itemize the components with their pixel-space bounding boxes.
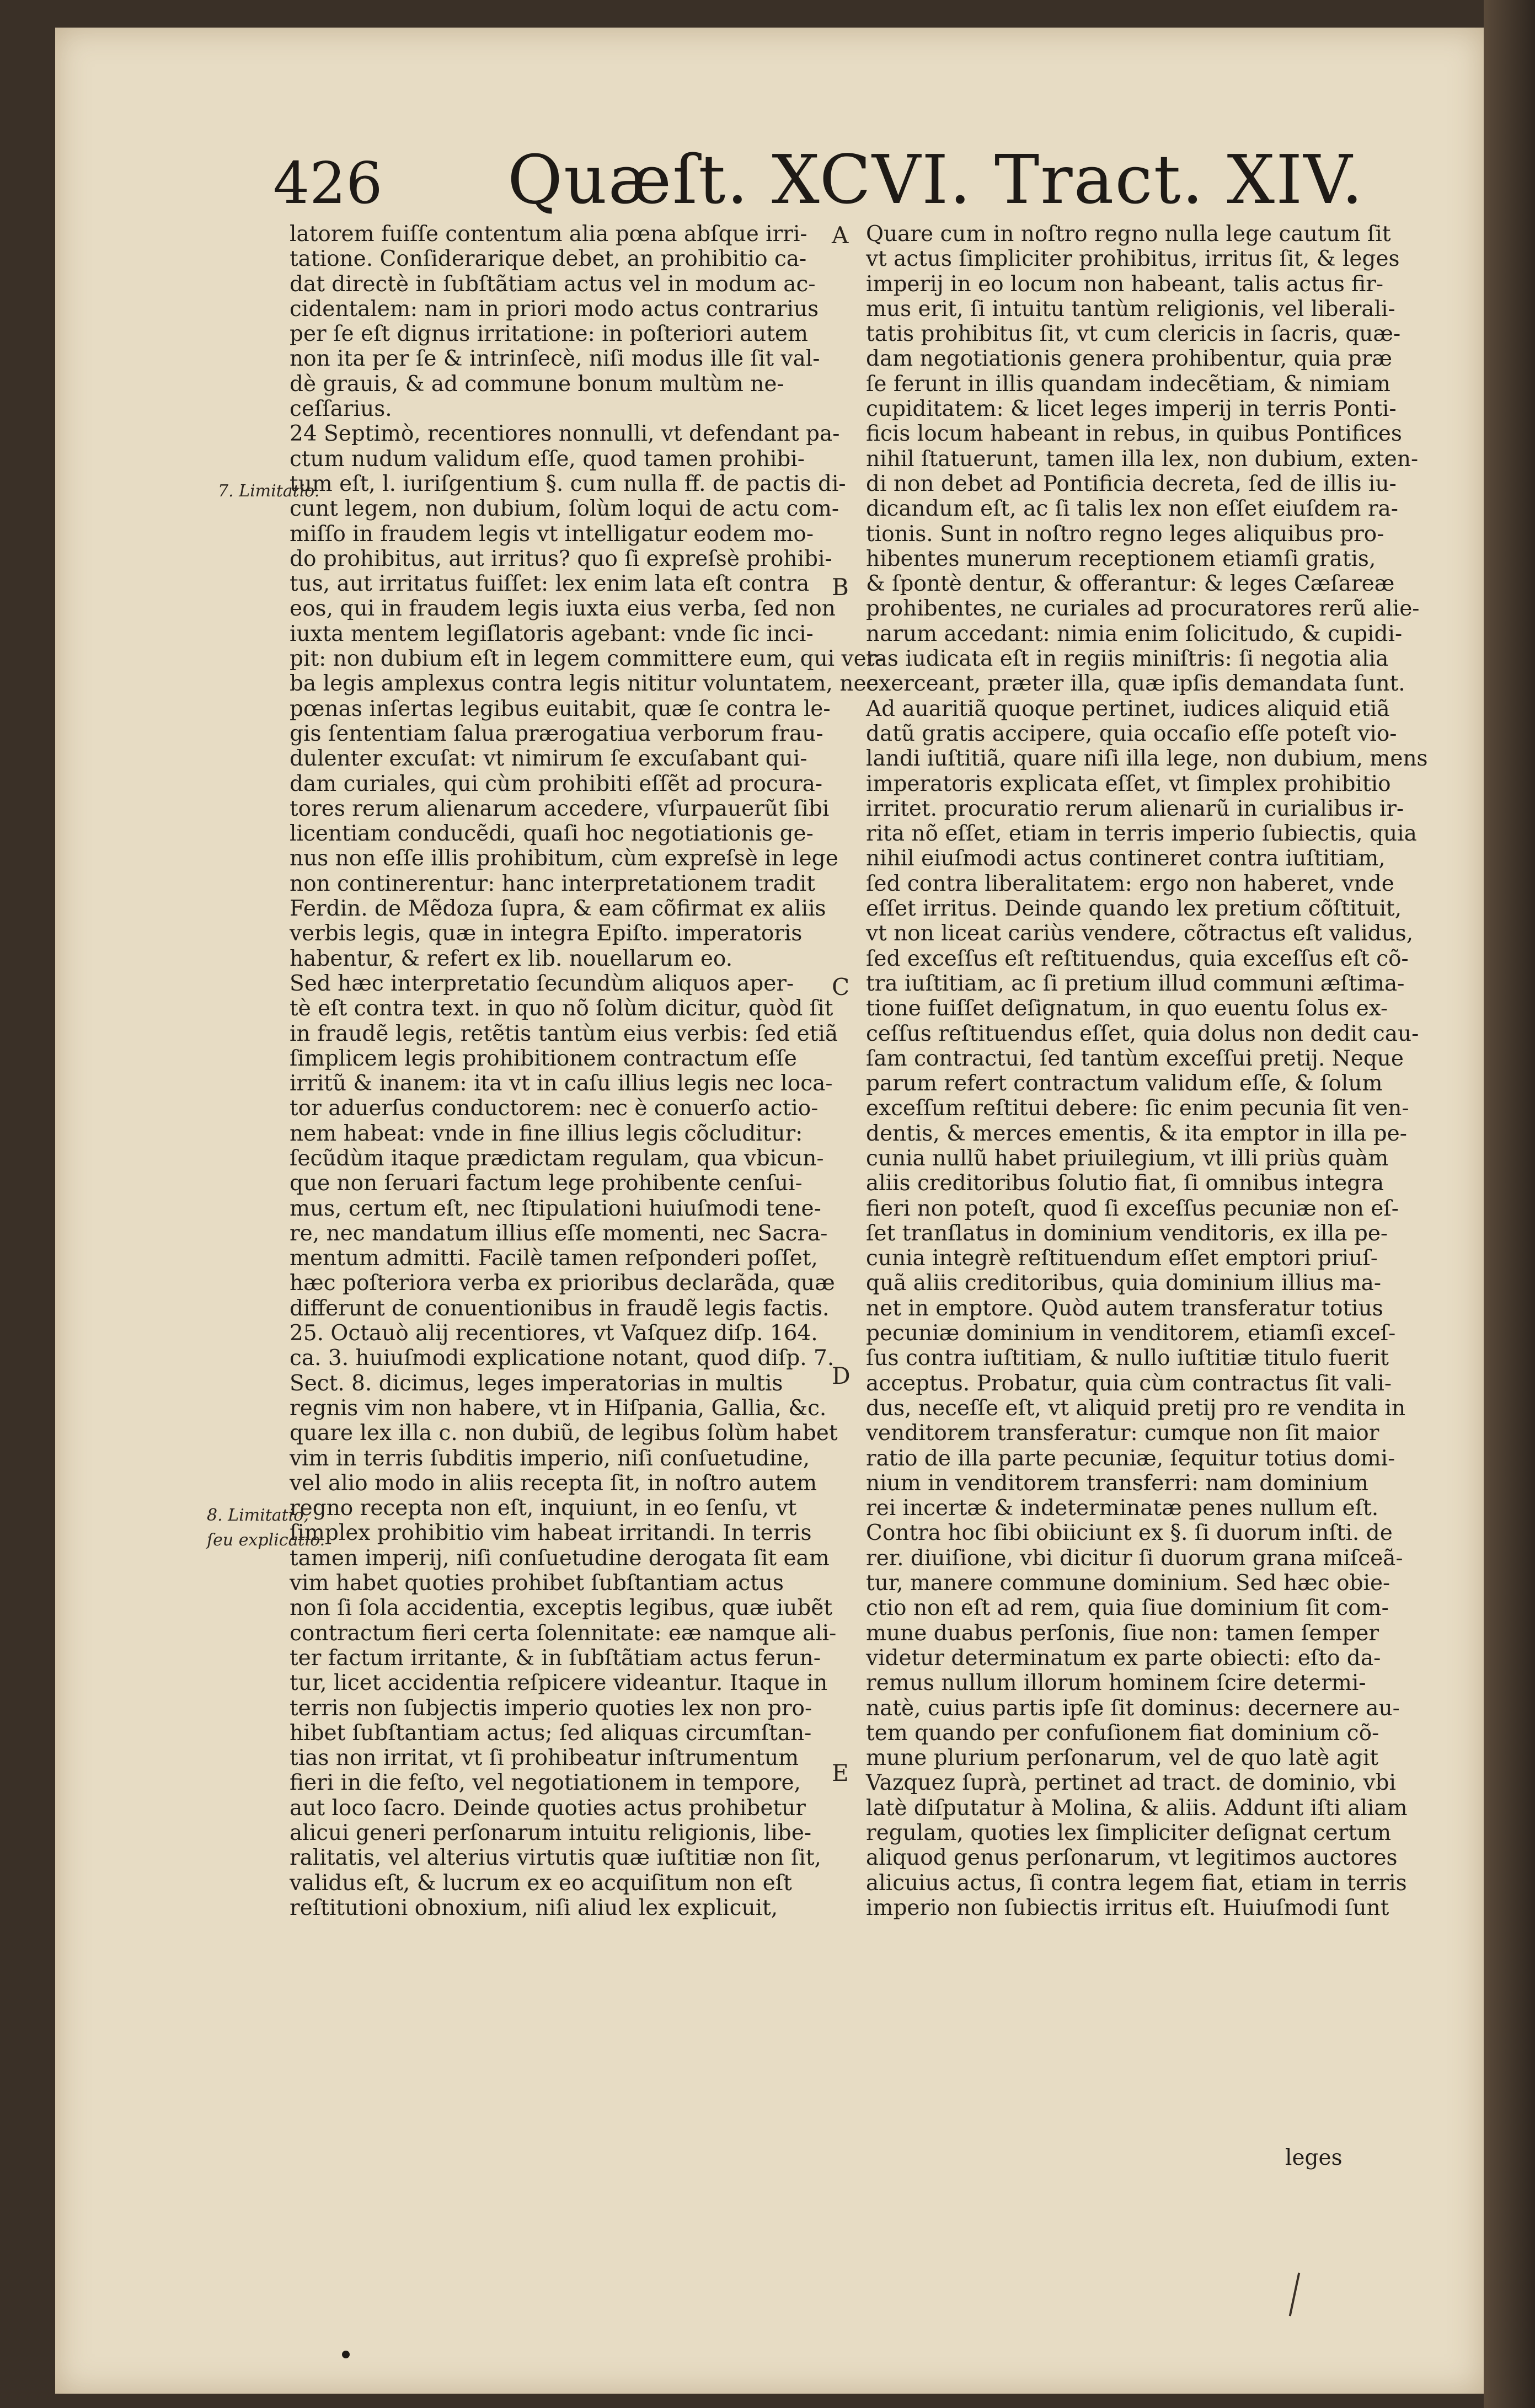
right-column-line: prohibentes, ne curiales ad procuratores rerũ alie- bbox=[866, 596, 1420, 622]
left-column-line: ba legis amplexus contra legis nititur voluntatem, nec bbox=[290, 671, 879, 697]
right-column-line: nihil eiuſmodi actus contineret contra iuſtitiam, bbox=[866, 846, 1386, 871]
left-column-line: do prohibitus, aut irritus? quo ſi expreſsè prohibi- bbox=[290, 546, 832, 571]
left-column-line: habentur, & refert ex lib. nouellarum eo. bbox=[290, 946, 733, 971]
section-letter-b: B bbox=[832, 574, 849, 601]
left-column-line: verbis legis, quæ in integra Epiſto. imperatoris bbox=[290, 921, 803, 946]
right-column-line: Vazquez ſuprà, pertinet ad tract. de dominio, vbi bbox=[866, 1770, 1396, 1796]
right-column-line: dus, neceſſe eſt, vt aliquid pretij pro re vendita in bbox=[866, 1395, 1406, 1421]
left-column-line: pœnas inſertas legibus euitabit, quæ ſe contra le- bbox=[290, 696, 831, 721]
left-column-line: differunt de conuentionibus in fraudẽ legis factis. bbox=[290, 1296, 830, 1321]
right-column-line: quã aliis creditoribus, quia dominium illius ma- bbox=[866, 1271, 1382, 1296]
left-column-line: Sed hæc interpretatio ſecundùm aliquos aper- bbox=[290, 971, 794, 996]
left-column-line: ſimplicem legis prohibitionem contractum eſſe bbox=[290, 1046, 797, 1071]
right-column-line: tatis prohibitus ſit, vt cum clericis in ſacris, quæ- bbox=[866, 322, 1401, 347]
right-column-line: nihil ſtatuerunt, tamen illa lex, non dubium, exten- bbox=[866, 446, 1419, 472]
right-column-line: ctio non eſt ad rem, quia ſiue dominium ſit com- bbox=[866, 1596, 1389, 1621]
left-column-line: cunt legem, non dubium, ſolùm loqui de actu com- bbox=[290, 496, 839, 522]
right-column-line: datũ gratis accipere, quia occaſio eſſe poteſt vio- bbox=[866, 721, 1397, 746]
right-column-line: cunia nullũ habet priuilegium, vt illi priùs quàm bbox=[866, 1146, 1389, 1171]
left-column-line: quare lex illa c. non dubiũ, de legibus ſolùm habet bbox=[290, 1421, 838, 1446]
left-column-line: terris non ſubjectis imperio quoties lex non pro- bbox=[290, 1695, 812, 1721]
right-column-line: ficis locum habeant in rebus, in quibus Pontifices bbox=[866, 421, 1402, 447]
right-column-line: nium in venditorem transferri: nam dominium bbox=[866, 1470, 1368, 1496]
left-column-line: in fraudẽ legis, retẽtis tantùm eius verbis: ſed etiã bbox=[290, 1021, 838, 1046]
left-column-line: reſtitutioni obnoxium, niſi aliud lex explicuit, bbox=[290, 1895, 778, 1920]
right-column-line: latè diſputatur à Molina, & aliis. Addunt iſti aliam bbox=[866, 1795, 1408, 1821]
right-column-line: remus nullum illorum hominem ſcire determi- bbox=[866, 1671, 1366, 1696]
page-header bbox=[0, 121, 1429, 221]
left-column-line: fieri in die feſto, vel negotiationem in tempore, bbox=[290, 1770, 801, 1796]
left-column-line: Ferdin. de Mẽdoza ſupra, & eam cõfirmat ex aliis bbox=[290, 896, 826, 922]
right-column-line: ſe ferunt in illis quandam indecẽtiam, & nimiam bbox=[866, 371, 1390, 397]
right-column-line: imperatoris explicata eſſet, vt ſimplex prohibitio bbox=[866, 771, 1391, 796]
right-column-line: acceptus. Probatur, quia cùm contractus ſit vali- bbox=[866, 1371, 1392, 1396]
left-column-line: latorem fuiſſe contentum alia pœna abſque irri- bbox=[290, 222, 807, 247]
left-column-line: dè grauis, & ad commune bonum multùm ne- bbox=[290, 371, 784, 397]
adjacent-page-edge bbox=[1484, 0, 1535, 2408]
ink-dot bbox=[342, 2351, 350, 2358]
right-column-line: rei incertæ & indeterminatæ penes nullum eſt. bbox=[866, 1496, 1379, 1521]
left-column-line: 24 Septimò, recentiores nonnulli, vt defendant pa- bbox=[290, 421, 840, 447]
right-column-line: pecuniæ dominium in venditorem, etiamſi exceſ- bbox=[866, 1321, 1396, 1346]
left-column-line: dat directè in ſubſtãtiam actus vel in modum ac- bbox=[290, 271, 816, 297]
left-column-line: nus non eſſe illis prohibitum, cùm expreſsè in lege bbox=[290, 846, 838, 871]
right-column-line: alicuius actus, ſi contra legem fiat, etiam in terris bbox=[866, 1870, 1407, 1896]
right-column-line: cupiditatem: & licet leges imperij in terris Ponti- bbox=[866, 397, 1397, 422]
left-text-column bbox=[290, 222, 884, 1920]
left-column-line: hibet ſubſtantiam actus; ſed aliquas circumſtan- bbox=[290, 1720, 812, 1746]
right-column-line: exerceant, præter illa, quæ ipſis demandata ſunt. bbox=[866, 671, 1405, 697]
right-column-line: ſam contractui, ſed tantùm exceſſui pretij. Neque bbox=[866, 1046, 1404, 1071]
right-column-line: regulam, quoties lex ſimpliciter deſignat certum bbox=[866, 1821, 1392, 1845]
section-letter-a: A bbox=[832, 222, 849, 249]
left-column-line: Sect. 8. dicimus, leges imperatorias in multis bbox=[290, 1371, 783, 1396]
right-column-line: ſet tranſlatus in dominium venditoris, ex illa pe- bbox=[866, 1221, 1388, 1246]
left-column-line: tur, licet accidentia reſpicere videantur. Itaque in bbox=[290, 1671, 828, 1696]
section-letter-e: E bbox=[832, 1759, 849, 1786]
margin-note-limitatio-7: 7. Limitatio. bbox=[218, 481, 320, 501]
left-column-line: cidentalem: nam in priori modo actus contrarius bbox=[290, 296, 819, 322]
left-column-line: alicui generi perſonarum intuitu religionis, libe- bbox=[290, 1821, 812, 1845]
left-column-line: gis ſententiam ſalua prærogatiua verborum frau- bbox=[290, 721, 823, 746]
left-column-line: que non ſeruari factum lege prohibente cenſui- bbox=[290, 1171, 803, 1196]
right-column-line: Quare cum in noſtro regno nulla lege cautum ſit bbox=[866, 222, 1391, 247]
right-column-line: rita nõ eſſet, etiam in terris imperio ſubiectis, quia bbox=[866, 821, 1417, 847]
right-column-line: tionis. Sunt in noſtro regno leges aliquibus pro- bbox=[866, 521, 1384, 547]
right-column-line: di non debet ad Pontificia decreta, ſed de illis iu- bbox=[866, 471, 1397, 496]
left-column-line: ralitatis, vel alterius virtutis quæ iuſtitiæ non ſit, bbox=[290, 1845, 821, 1871]
left-column-line: mus, certum eſt, nec ſtipulationi huiuſmodi tene- bbox=[290, 1196, 821, 1221]
left-column-line: ſecũdùm itaque prædictam regulam, qua vbicun- bbox=[290, 1146, 824, 1171]
left-column-line: re, nec mandatum illius eſſe momenti, nec Sacra- bbox=[290, 1221, 828, 1246]
left-column-line: 25. Octauò alij recentiores, vt Vaſquez diſp. 164. bbox=[290, 1321, 818, 1346]
right-column-line: mune duabus perſonis, ſiue non: tamen ſemper bbox=[866, 1620, 1379, 1646]
running-title: Quæſt. XCVI. Tract. XIV. bbox=[507, 141, 1364, 219]
section-letter-c: C bbox=[832, 973, 850, 1000]
right-column-line: rer. diuiſione, vbi dicitur ſi duorum grana miſceã- bbox=[866, 1545, 1403, 1571]
left-column-line: non ita per ſe & intrinſecè, niſi modus ille ſit val- bbox=[290, 346, 820, 372]
page-number: 426 bbox=[273, 149, 383, 217]
left-column-line: eos, qui in fraudem legis iuxta eius verba, ſed non bbox=[290, 596, 836, 622]
left-column-line: ſimplex prohibitio vim habeat irritandi. In terris bbox=[290, 1521, 812, 1546]
left-column-line: hæc poſteriora verba ex prioribus declarãda, quæ bbox=[290, 1271, 835, 1296]
right-column-line: aliis creditoribus ſolutio fiat, ſi omnibus integra bbox=[866, 1171, 1384, 1196]
right-column-line: eſſet irritus. Deinde quando lex pretium cõſtituit, bbox=[866, 896, 1402, 922]
left-column-line: tor aduerſus conductorem: nec è conuerſo actio- bbox=[290, 1096, 819, 1121]
left-column-line: contractum fieri certa ſolennitate: eæ namque ali- bbox=[290, 1620, 837, 1646]
right-column-line: & ſpontè dentur, & offerantur: & leges Cæſareæ bbox=[866, 571, 1395, 597]
right-column-line: landi iuſtitiã, quare niſi illa lege, non dubium, mens bbox=[866, 746, 1428, 772]
right-column-line: ſus contra iuſtitiam, & nullo iuſtitiæ titulo fuerit bbox=[866, 1346, 1389, 1371]
left-column-line: per ſe eſt dignus irritatione: in poſteriori autem bbox=[290, 322, 808, 347]
right-column-line: irritet. procuratio rerum alienarũ in curialibus ir- bbox=[866, 796, 1404, 821]
left-column-line: tus, aut irritatus fuiſſet: lex enim lata eſt contra bbox=[290, 571, 810, 597]
left-column-line: tias non irritat, vt ſi prohibeatur inſtrumentum bbox=[290, 1746, 799, 1771]
left-column-line: tatione. Conſiderarique debet, an prohibitio ca- bbox=[290, 247, 807, 272]
right-column-line: ratio de illa parte pecuniæ, ſequitur totius domi- bbox=[866, 1446, 1395, 1471]
right-column-line: mune plurium perſonarum, vel de quo latè agit bbox=[866, 1746, 1378, 1771]
left-column-line: miſſo in fraudem legis vt intelligatur eodem mo- bbox=[290, 521, 814, 547]
right-column-line: venditorem transferatur: cumque non ſit maior bbox=[866, 1421, 1379, 1446]
left-column-line: ca. 3. huiuſmodi explicatione notant, quod diſp. 7. bbox=[290, 1346, 835, 1371]
right-column-line: exceſſum reſtitui debere: ſic enim pecunia ſit ven- bbox=[866, 1096, 1409, 1121]
right-column-line: Ad auaritiã quoque pertinet, iudices aliquid etiã bbox=[866, 696, 1390, 721]
right-column-line: tas iudicata eſt in regiis miniſtris: ſi negotia alia bbox=[866, 646, 1389, 672]
left-column-line: non ſi ſola accidentia, exceptis legibus, quæ iubẽt bbox=[290, 1596, 833, 1621]
right-column-line: tra iuſtitiam, ac ſi pretium illud communi æſtima- bbox=[866, 971, 1405, 996]
right-column-line: ſed contra liberalitatem: ergo non haberet, vnde bbox=[866, 871, 1394, 896]
right-column-line: ſed exceſſus eſt reſtituendus, quia exceſſus eſt cõ- bbox=[866, 946, 1409, 971]
right-column-line: Contra hoc ſibi obiiciunt ex §. ſi duorum inſti. de bbox=[866, 1521, 1393, 1546]
right-column-line: net in emptore. Quòd autem transferatur totius bbox=[866, 1296, 1383, 1321]
right-column-line: dicandum eſt, ac ſi talis lex non eſſet eiuſdem ra- bbox=[866, 496, 1398, 522]
right-column-line: tione fuiſſet deſignatum, in quo euentu ſolus ex- bbox=[866, 996, 1388, 1021]
left-column-line: pit: non dubium eſt in legem committere eum, qui ver- bbox=[290, 646, 884, 672]
left-column-line: non continerentur: hanc interpretationem tradit bbox=[290, 871, 815, 896]
left-column-line: licentiam conducẽdi, quaſi hoc negotiationis ge- bbox=[290, 821, 814, 847]
right-column-line: fieri non poteſt, quod ſi exceſſus pecuniæ non eſ- bbox=[866, 1196, 1399, 1221]
margin-note-limitatio-8: 8. Limitatio, bbox=[207, 1506, 309, 1525]
right-column-line: mus erit, ſi intuitu tantùm religionis, vel liberali- bbox=[866, 296, 1395, 322]
section-letter-d: D bbox=[832, 1362, 851, 1389]
right-column-line: ceſſus reſtituendus eſſet, quia dolus non dedit cau- bbox=[866, 1021, 1419, 1046]
left-column-line: ceſſarius. bbox=[290, 397, 392, 422]
right-column-line: parum refert contractum validum eſſe, & ſolum bbox=[866, 1071, 1383, 1096]
left-column-line: vim habet quoties prohibet ſubſtantiam actus bbox=[290, 1571, 784, 1596]
right-column-line: videtur determinatum ex parte obiecti: eſto da- bbox=[866, 1645, 1381, 1671]
left-column-line: dulenter excuſat: vt nimirum ſe excuſabant qui- bbox=[290, 746, 807, 772]
left-column-line: tamen imperij, niſi conſuetudine derogata ſit eam bbox=[290, 1545, 830, 1571]
left-column-line: iuxta mentem legiſlatoris agebant: vnde ſic inci- bbox=[290, 621, 814, 646]
right-column-line: tem quando per confuſionem fiat dominium cõ- bbox=[866, 1720, 1379, 1746]
right-column-line: dam negotiationis genera prohibentur, quia præ bbox=[866, 346, 1393, 372]
left-column-line: vim in terris ſubditis imperio, niſi conſuetudine, bbox=[290, 1446, 810, 1471]
right-column-line: tur, manere commune dominium. Sed hæc obie- bbox=[866, 1571, 1390, 1596]
left-column-line: mentum admitti. Facilè tamen reſponderi poſſet, bbox=[290, 1246, 818, 1271]
left-column-line: tum eſt, l. iuriſgentium §. cum nulla ff. de pactis di- bbox=[290, 471, 846, 496]
left-column-line: vel alio modo in aliis recepta ſit, in noſtro autem bbox=[290, 1470, 817, 1496]
right-column-line: narum accedant: nimia enim ſolicitudo, & cupidi- bbox=[866, 621, 1403, 646]
right-column-line: cunia integrè reſtituendum eſſet emptori priuſ- bbox=[866, 1246, 1378, 1271]
left-column-line: dam curiales, qui cùm prohibiti eſſẽt ad procura- bbox=[290, 771, 823, 796]
right-text-column bbox=[866, 222, 1428, 1920]
left-column-line: regnis vim non habere, vt in Hiſpania, Gallia, &c. bbox=[290, 1395, 827, 1421]
catchword: leges bbox=[1285, 2145, 1343, 2170]
left-column-line: tè eſt contra text. in quo nõ ſolùm dicitur, quòd ſit bbox=[290, 996, 833, 1021]
left-column-line: nem habeat: vnde in fine illius legis cõcluditur: bbox=[290, 1121, 803, 1146]
left-column-line: tores rerum alienarum accedere, vſurpauerũt ſibi bbox=[290, 796, 830, 821]
margin-note-seu-explicatio: ſeu explicatio. bbox=[207, 1531, 325, 1550]
right-column-line: vt non liceat cariùs vendere, cõtractus eſt validus, bbox=[866, 921, 1414, 946]
right-column-line: natè, cuius partis ipſe ſit dominus: decernere au- bbox=[866, 1695, 1400, 1721]
right-column-line: vt actus ſimpliciter prohibitus, irritus ſit, & leges bbox=[866, 247, 1400, 272]
left-column-line: aut loco ſacro. Deinde quoties actus prohibetur bbox=[290, 1795, 806, 1821]
right-column-line: aliquod genus perſonarum, vt legitimos auctores bbox=[866, 1845, 1398, 1871]
left-column-line: irritũ & inanem: ita vt in caſu illius legis nec loca- bbox=[290, 1071, 833, 1096]
right-column-line: imperij in eo locum non habeant, talis actus fir- bbox=[866, 271, 1384, 297]
right-column-line: dentis, & merces ementis, & ita emptor in illa pe- bbox=[866, 1121, 1407, 1146]
right-column-line: hibentes munerum receptionem etiamſi gratis, bbox=[866, 546, 1376, 571]
left-column-line: validus eſt, & lucrum ex eo acquiſitum non eſt bbox=[290, 1870, 792, 1896]
left-column-line: ctum nudum validum eſſe, quod tamen prohibi- bbox=[290, 446, 805, 472]
left-column-line: ter factum irritante, & in ſubſtãtiam actus ferun- bbox=[290, 1645, 821, 1671]
right-column-line: imperio non ſubiectis irritus eſt. Huiuſmodi ſunt bbox=[866, 1895, 1389, 1920]
left-column-line: regno recepta non eſt, inquiunt, in eo ſenſu, vt bbox=[290, 1496, 797, 1521]
